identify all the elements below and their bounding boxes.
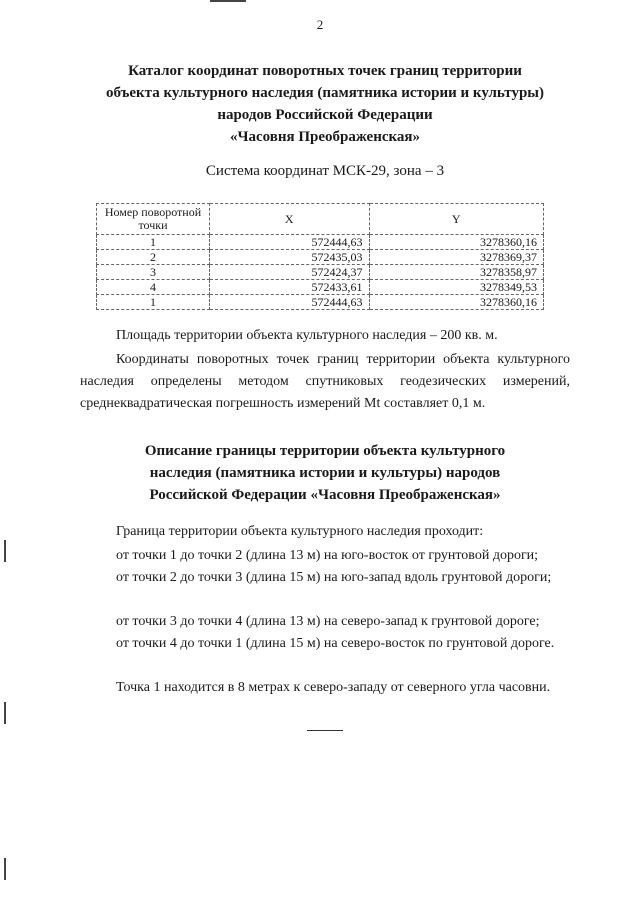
page-number: 2 xyxy=(316,17,324,32)
cell-y: 3278358,97 xyxy=(369,265,543,280)
cell-x: 572433,61 xyxy=(210,280,370,295)
section-title-line: Российской Федерации «Часовня Преображенская» xyxy=(149,487,501,503)
cell-point: 1 xyxy=(97,295,210,310)
coordinate-system-label: Система координат МСК-29, зона – 3 xyxy=(205,163,445,179)
boundary-segment: от точки 3 до точки 4 (длина 13 м) на северо-запад к грунтовой дороге; xyxy=(116,614,540,629)
cell-x: 572444,63 xyxy=(210,295,370,310)
scan-edge-mark-left-2 xyxy=(4,702,6,724)
section-title-line: Описание границы территории объекта культурного xyxy=(144,443,506,459)
column-header-y: Y xyxy=(369,204,543,235)
column-header-x: X xyxy=(210,204,370,235)
boundary-segment: от точки 4 до точки 1 (длина 15 м) на северо-восток по грунтовой дороге. xyxy=(116,636,555,651)
title-line: объекта культурного наследия (памятника истории и культуры) xyxy=(105,85,544,101)
cell-y: 3278349,53 xyxy=(369,280,543,295)
title-line: «Часовня Преображенская» xyxy=(229,129,421,145)
document-title xyxy=(60,60,590,148)
method-paragraph: Координаты поворотных точек границ территории объекта культурного наследия определены методом спутниковых геодезических измерений, среднеквадратическая погрешность измерений Mt составляет 0,1 м. xyxy=(80,352,570,411)
end-divider xyxy=(307,730,343,731)
table-row xyxy=(97,280,544,295)
table-row xyxy=(97,295,544,310)
cell-point: 3 xyxy=(97,265,210,280)
table-row xyxy=(97,265,544,280)
cell-point: 4 xyxy=(97,280,210,295)
scan-edge-mark-left-3 xyxy=(4,858,6,880)
cell-y: 3278360,16 xyxy=(369,295,543,310)
cell-y: 3278369,37 xyxy=(369,250,543,265)
cell-point: 2 xyxy=(97,250,210,265)
cell-x: 572435,03 xyxy=(210,250,370,265)
boundary-segment: от точки 1 до точки 2 (длина 13 м) на юго-восток от грунтовой дороги; xyxy=(116,548,539,563)
table-row xyxy=(97,250,544,265)
title-line: народов Российской Федерации xyxy=(217,107,433,123)
point-location-paragraph: Точка 1 находится в 8 метрах к северо-западу от северного угла часовни. xyxy=(116,680,551,695)
cell-y: 3278360,16 xyxy=(369,235,543,250)
section-title-line: наследия (памятника истории и культуры) народов xyxy=(149,465,501,481)
cell-x: 572424,37 xyxy=(210,265,370,280)
table-header-row xyxy=(97,204,544,235)
cell-x: 572444,63 xyxy=(210,235,370,250)
scan-edge-mark-left-1 xyxy=(4,540,6,562)
scan-edge-mark-top xyxy=(210,0,246,2)
boundary-segment: от точки 2 до точки 3 (длина 15 м) на юго-запад вдоль грунтовой дороги; xyxy=(116,570,552,585)
section-title xyxy=(80,440,570,506)
column-header-point: Номер поворотной точки xyxy=(97,204,210,235)
area-paragraph: Площадь территории объекта культурного наследия – 200 кв. м. xyxy=(116,328,498,343)
table-row xyxy=(97,235,544,250)
title-line: Каталог координат поворотных точек границ территории xyxy=(128,63,522,79)
boundary-intro: Граница территории объекта культурного наследия проходит: xyxy=(116,524,484,539)
cell-point: 1 xyxy=(97,235,210,250)
coordinates-table xyxy=(96,203,544,310)
